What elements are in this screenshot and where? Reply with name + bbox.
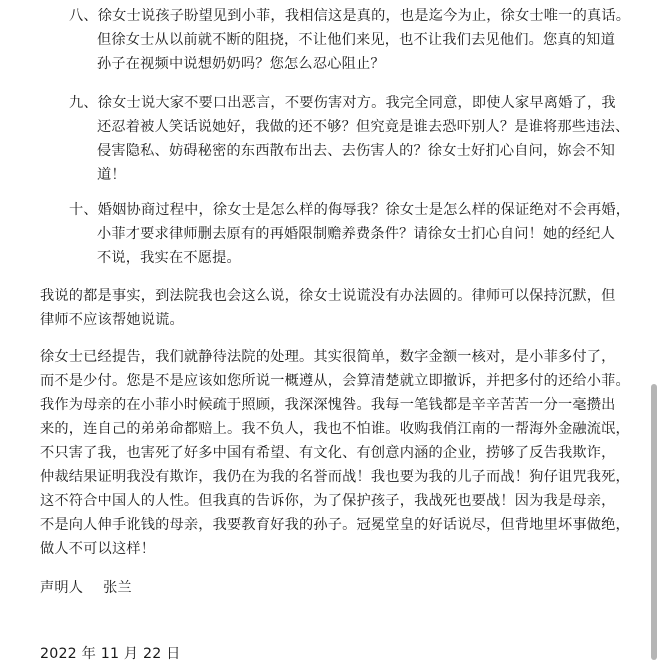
signature-label: 声明人 bbox=[40, 580, 84, 596]
text-line: 不是向人伸手讹钱的母亲，我要教育好我的孙子。冠冕堂皇的好话说尽，但背地里坏事做绝， bbox=[40, 517, 630, 533]
text-line: 仲裁结果证明我没有欺诈，我仍在为我的名誉而战！我也要为我的儿子而战！狗仔诅咒我死， bbox=[40, 469, 630, 485]
text-line: 我作为母亲的在小菲小时候疏于照顾，我深深愧咎。我每一笔钱都是辛辛苦苦一分一毫攒出 bbox=[40, 397, 616, 413]
text-line: 孙子在视频中说想奶奶吗？您怎么忍心阻止？ bbox=[97, 56, 385, 72]
signature-line bbox=[40, 576, 132, 600]
text-line: 我说的都是事实，到法院我也会这么说，徐女士说谎没有办法圆的。律师可以保持沉默，但 bbox=[40, 288, 616, 304]
text-line: 九、徐女士说大家不要口出恶言，不要伤害对方。我完全同意，即使人家早离婚了，我 bbox=[69, 95, 616, 111]
text-line: 而不是少付。您是不是应该如您所说一概遵从，会算清楚就立即撤诉，并把多付的还给小菲。 bbox=[40, 373, 630, 389]
text-line: 不只害了我，也害死了好多中国有希望、有文化、有创意内涵的企业，捞够了反告我欺诈， bbox=[40, 445, 616, 461]
signature-name: 张兰 bbox=[103, 580, 132, 596]
text-line: 还忍着被人笑话说她好，我做的还不够？但究竟是谁去恐吓别人？是谁将那些违法、 bbox=[97, 119, 630, 135]
numbered-item-10 bbox=[69, 198, 629, 270]
text-line: 来的，连自己的弟弟命都赔上。我不负人，我也不怕谁。收购我俏江南的一帮海外金融流氓， bbox=[40, 421, 630, 437]
text-line: 但徐女士从以前就不断的阻挠，不让他们来见，也不让我们去见他们。您真的知道 bbox=[97, 32, 615, 48]
text-line: 这不符合中国人的人性。但我真的告诉你，为了保护孩子，我战死也要战！因为我是母亲， bbox=[40, 493, 616, 509]
body-paragraph-facts bbox=[40, 284, 640, 332]
text-line: 不说，我实在不愿提。 bbox=[97, 250, 241, 266]
text-line: 律师不应该帮她说谎。 bbox=[40, 312, 184, 328]
body-paragraph-lawsuit bbox=[40, 345, 640, 561]
numbered-item-9 bbox=[69, 91, 629, 187]
text-line: 道！ bbox=[97, 167, 126, 183]
text-line: 侵害隐私、妨碍秘密的东西散布出去、去伤害人的？徐女士好扪心自问，妳会不知 bbox=[97, 143, 615, 159]
numbered-item-8 bbox=[69, 4, 629, 76]
text-line: 做人不可以这样！ bbox=[40, 541, 156, 557]
text-line: 十、婚姻协商过程中，徐女士是怎么样的侮辱我？徐女士是怎么样的保证绝对不会再婚， bbox=[69, 202, 631, 218]
text-line: 小菲才要求律师删去原有的再婚限制赡养费条件？请徐女士扪心自问！她的经纪人 bbox=[97, 226, 615, 242]
vertical-scrollbar[interactable] bbox=[648, 0, 660, 660]
statement-date: 2022 年 11 月 22 日 bbox=[40, 646, 181, 660]
text-line: 八、徐女士说孩子盼望见到小菲，我相信这是真的，也是迄今为止，徐女士唯一的真话。 bbox=[69, 8, 631, 24]
scrollbar-thumb[interactable] bbox=[651, 384, 657, 660]
text-line: 徐女士已经提告，我们就静待法院的处理。其实很简单，数字金额一核对，是小菲多付了， bbox=[40, 349, 616, 365]
